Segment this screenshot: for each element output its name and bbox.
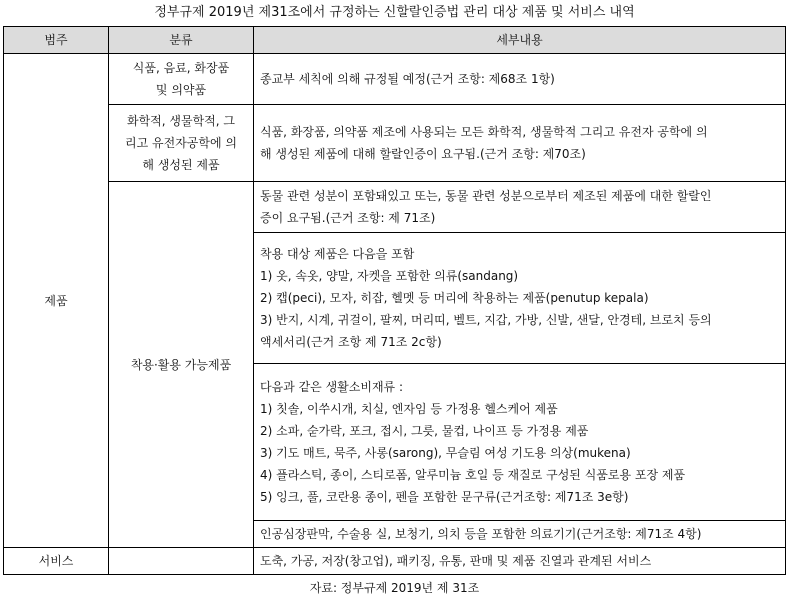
classification-services bbox=[109, 548, 254, 575]
detail-line: 2) 캡(peci), 모자, 히잡, 헬멧 등 머리에 착용하는 제품(penutup kepala) bbox=[260, 291, 649, 305]
table-row bbox=[4, 105, 786, 182]
detail-food bbox=[254, 54, 786, 105]
table-row bbox=[4, 548, 786, 575]
detail-services bbox=[254, 548, 786, 575]
detail-line: 2) 소파, 숟가락, 포크, 접시, 그릇, 물컵, 나이프 등 가정용 제품 bbox=[260, 424, 589, 438]
detail-medical bbox=[254, 521, 786, 548]
classification-line: 리고 유전자공학에 의 bbox=[125, 136, 237, 150]
detail-line: 1) 칫솔, 이쑤시개, 치실, 엔자임 등 가정용 헬스케어 제품 bbox=[260, 402, 558, 416]
classification-chemical bbox=[109, 105, 254, 182]
detail-line: 식품, 화장품, 의약품 제조에 사용되는 모든 화학적, 생물학적 그리고 유전자 공학에 의 bbox=[260, 125, 708, 139]
detail-line: 3) 반지, 시계, 귀걸이, 팔찌, 머리띠, 벨트, 지갑, 가방, 신발, 샌달, 안경테, 브로치 등의 bbox=[260, 313, 712, 327]
detail-line: 종교부 세칙에 의해 규정될 예정(근거 조항: 제68조 1항) bbox=[260, 72, 555, 86]
detail-chemical bbox=[254, 105, 786, 182]
regulation-table bbox=[3, 26, 786, 575]
source-note: 자료: 정부규제 2019년 제 31조 bbox=[309, 581, 480, 595]
classification-line: 해 생성된 제품 bbox=[142, 158, 220, 172]
detail-line: 1) 옷, 속옷, 양말, 자켓을 포함한 의류(sandang) bbox=[260, 269, 519, 283]
detail-animal bbox=[254, 182, 786, 233]
detail-line: 해 생성된 제품에 대해 할랄인증이 요구됨.(근거 조항: 제70조) bbox=[260, 147, 586, 161]
header-category: 범주 bbox=[4, 27, 109, 54]
header-row bbox=[4, 27, 786, 54]
category-services: 서비스 bbox=[4, 548, 109, 575]
classification-wearable: 착용·활용 가능제품 bbox=[109, 182, 254, 548]
detail-line: 다음과 같은 생활소비재류 : bbox=[260, 380, 403, 394]
table-caption: 정부규제 2019년 제31조에서 규정하는 신할랄인증법 관리 대상 제품 및 서비스 내역 bbox=[154, 5, 635, 20]
detail-line: 5) 잉크, 풀, 코란용 종이, 펜을 포함한 문구류(근거조항: 제71조 3e항) bbox=[260, 490, 629, 504]
detail-consumer-goods bbox=[254, 364, 786, 521]
classification-line: 식품, 음료, 화장품 bbox=[132, 61, 230, 75]
category-products: 제품 bbox=[4, 54, 109, 548]
detail-line: 도축, 가공, 저장(창고업), 패키징, 유통, 판매 및 제품 진열과 관계된 서비스 bbox=[260, 554, 652, 568]
detail-line: 착용 대상 제품은 다음을 포함 bbox=[260, 247, 415, 261]
table-row bbox=[4, 182, 786, 233]
detail-line: 동물 관련 성분이 포함돼있고 또는, 동물 관련 성분으로부터 제조된 제품에 대한 할랄인 bbox=[260, 189, 712, 203]
header-detail: 세부내용 bbox=[254, 27, 786, 54]
detail-line: 인공심장판막, 수술용 실, 보청기, 의치 등을 포함한 의료기기(근거조항: 제71조 4항) bbox=[260, 527, 702, 541]
detail-line: 4) 플라스틱, 종이, 스티로폼, 알루미늄 호일 등 재질로 구성된 식품로용 포장 제품 bbox=[260, 468, 686, 482]
classification-line: 화학적, 생물학적, 그 bbox=[127, 114, 235, 128]
detail-wearables bbox=[254, 233, 786, 364]
detail-line: 증이 요구됨.(근거 조항: 제 71조) bbox=[260, 211, 436, 225]
header-classification: 분류 bbox=[109, 27, 254, 54]
table-row bbox=[4, 54, 786, 105]
classification-line: 및 의약품 bbox=[155, 83, 207, 97]
classification-food bbox=[109, 54, 254, 105]
detail-line: 액세서리(근거 조항 제 71조 2c항) bbox=[260, 335, 442, 349]
detail-line: 3) 기도 매트, 묵주, 사롱(sarong), 무슬림 여성 기도용 의상(mukena) bbox=[260, 446, 631, 460]
